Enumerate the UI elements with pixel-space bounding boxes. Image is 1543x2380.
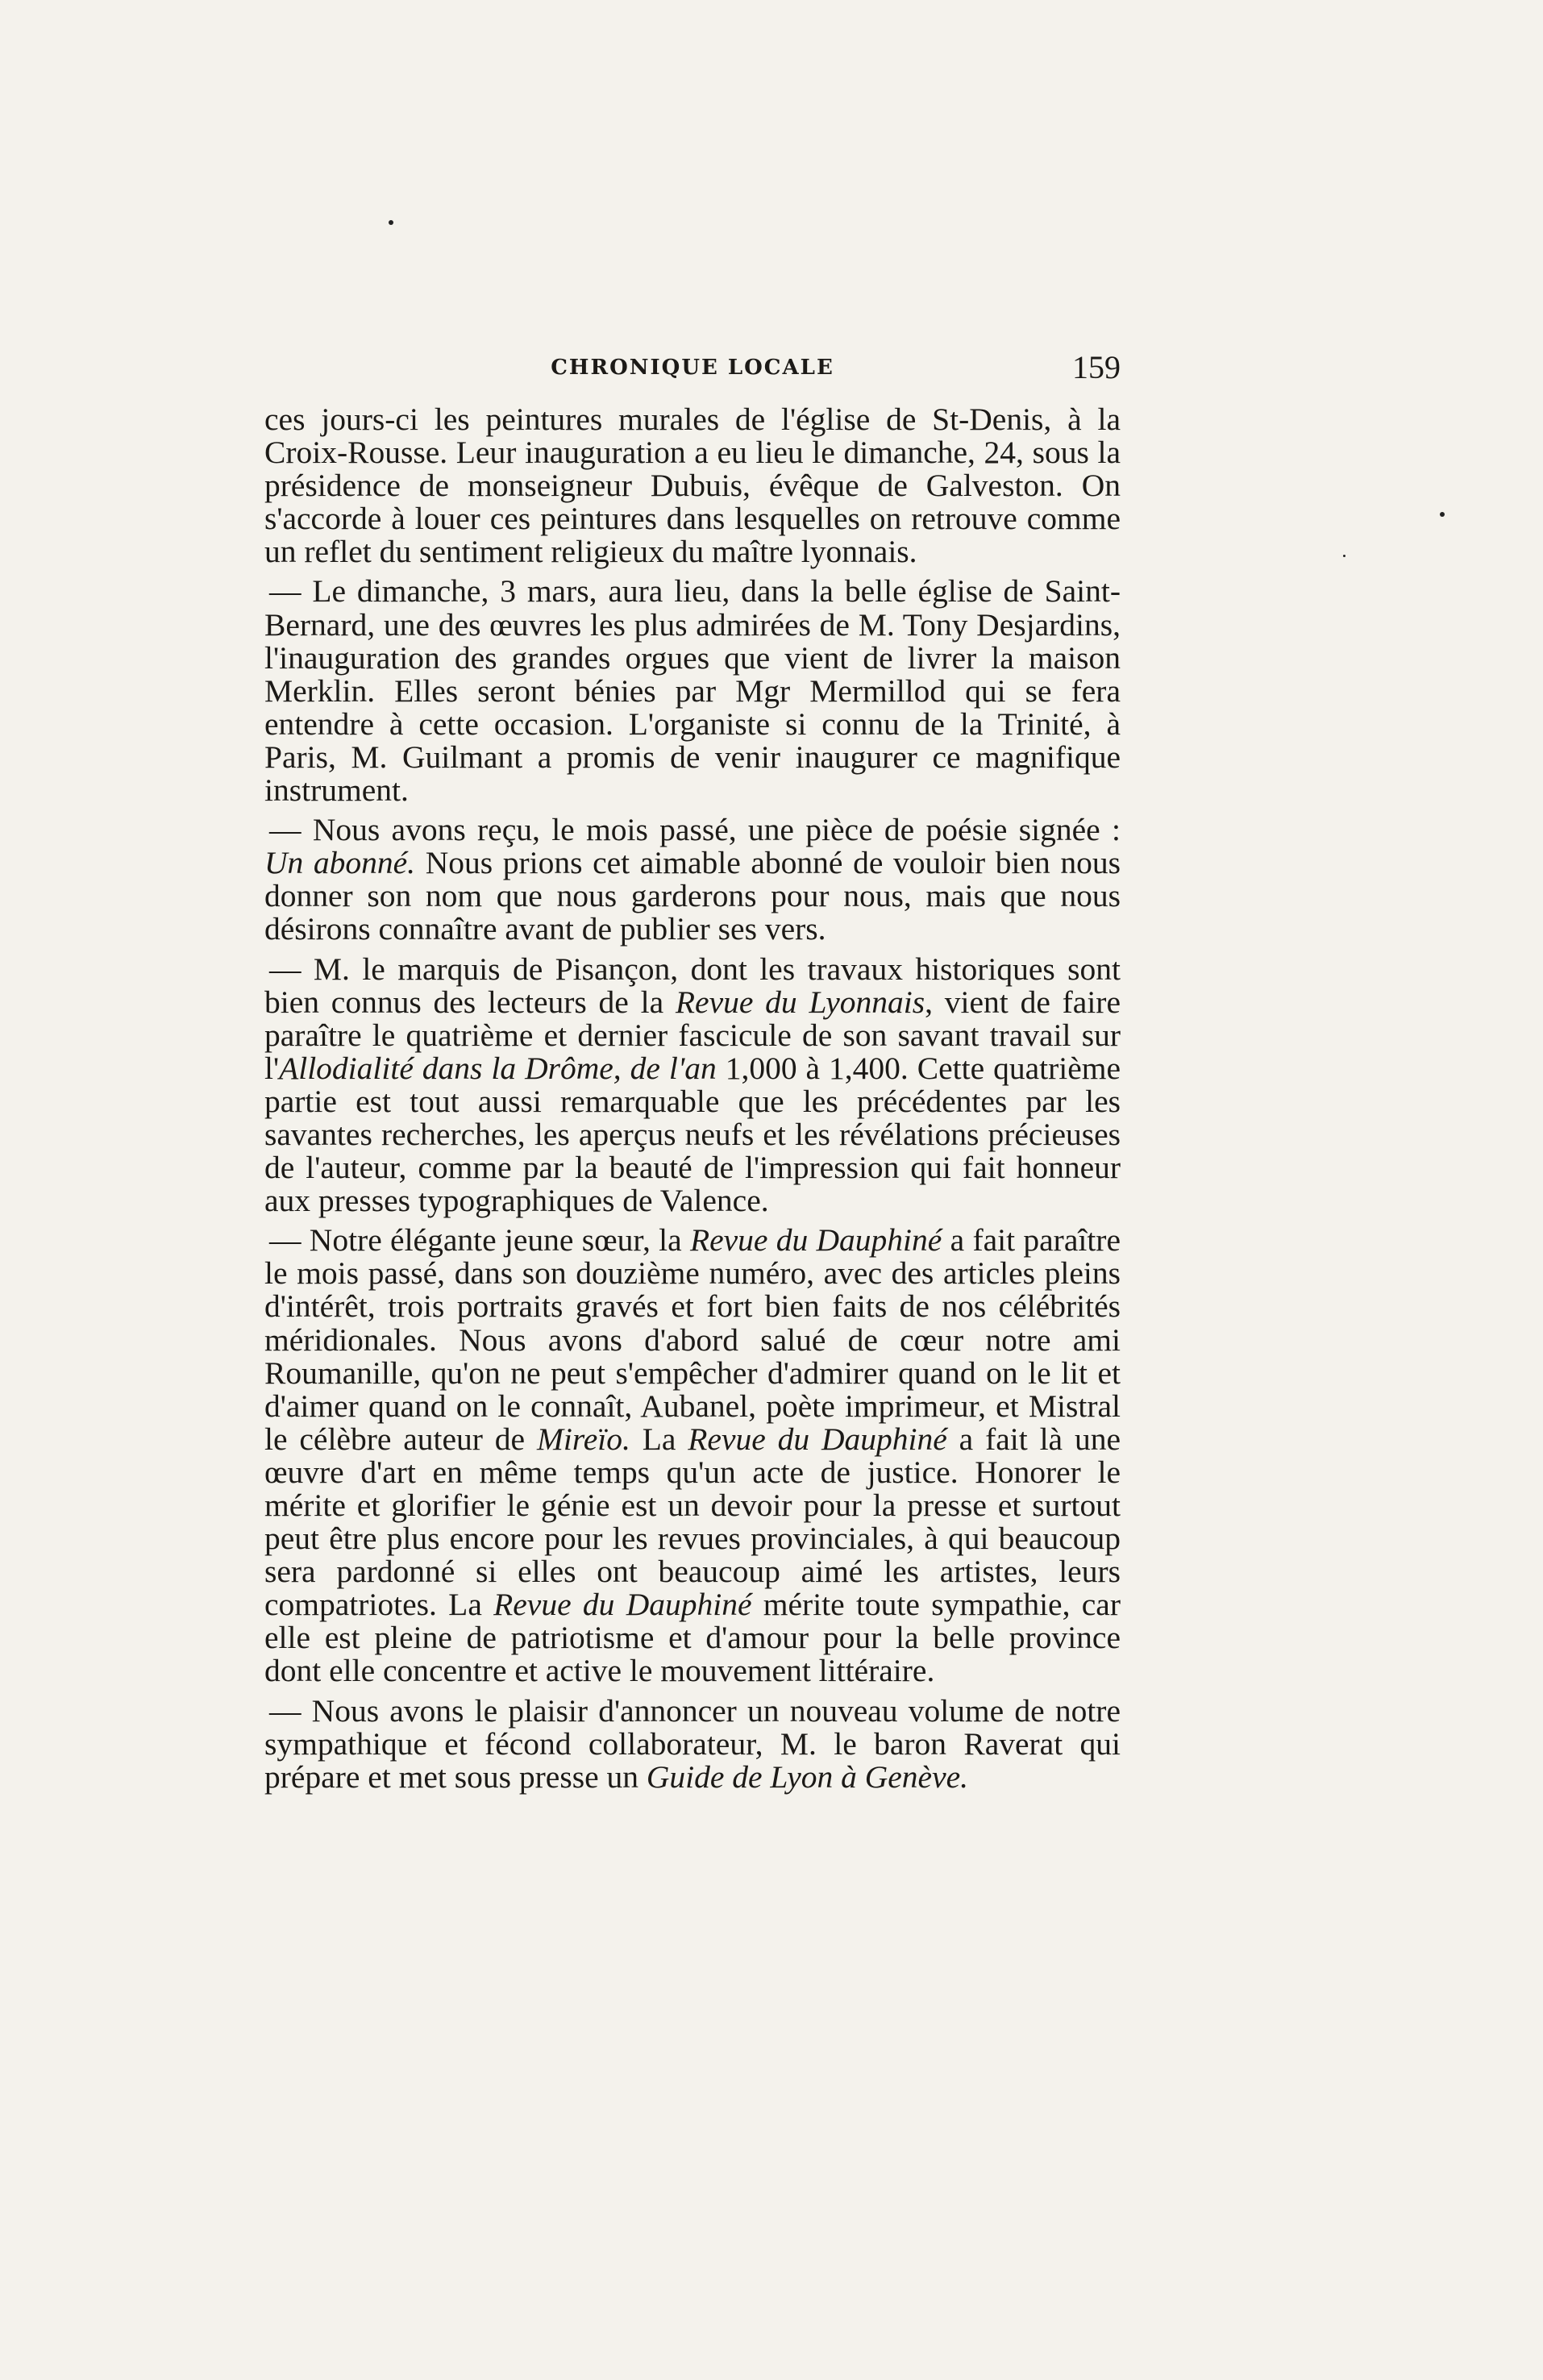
italic-run: Revue du Dauphiné bbox=[493, 1587, 752, 1623]
paragraph-revue-du-dauphine bbox=[264, 1224, 1121, 1687]
text-run: — Nous avons reçu, le mois passé, une pièce de poésie signée : bbox=[269, 812, 1121, 848]
paragraph-saint-bernard-organ bbox=[264, 575, 1121, 807]
body-text bbox=[264, 403, 1121, 1794]
text-run: — M. le marquis de Pisançon, dont les travaux historiques sont bien connus des lecteurs de la bbox=[264, 951, 1121, 1020]
text-run: — Le dimanche, 3 mars, aura lieu, dans la belle église de Saint-Bernard, une des œuvres les plus admirées de M. Tony Desjardins, l'inauguration des grandes orgues que vient de livrer la maison Merklin. Elles seront bénies par Mgr Mermillod qui se fera entendre à cette occasion. L'organiste si connu de la Trinité, à Paris, M. Guilmant a promis de venir inaugurer ce magnifique instrument. bbox=[264, 573, 1121, 809]
paragraph-pisancon-allodialite bbox=[264, 953, 1121, 1218]
text-run: mérite toute sympathie, car elle est pleine de patriotisme et d'amour pour la belle province dont elle concentre et active le mouvement littéraire. bbox=[264, 1587, 1121, 1689]
text-run: La bbox=[630, 1421, 688, 1457]
text-run: , vient de faire paraître le quatrième et dernier fascicule de son savant travail sur l' bbox=[264, 984, 1121, 1086]
text-run: — Nous avons le plaisir d'annoncer un nouveau volume de notre sympathique et fécond collaborateur, M. le baron Raverat qui prépare et met sous presse un bbox=[264, 1692, 1121, 1795]
italic-run: Revue du Lyonnais bbox=[675, 984, 925, 1020]
text-run: Nous prions cet aimable abonné de vouloir bien nous donner son nom que nous garderons pour nous, mais que nous désirons connaître avant de publier ses vers. bbox=[264, 845, 1121, 947]
italic-run: Revue du Dauphiné bbox=[689, 1222, 942, 1259]
paragraph-anonymous-poem bbox=[264, 813, 1121, 946]
page-number: 159 bbox=[1072, 349, 1121, 385]
ink-speck bbox=[1343, 555, 1345, 557]
page-header bbox=[264, 348, 1121, 387]
ink-speck bbox=[1440, 512, 1445, 517]
text-run: ces jours-ci les peintures murales de l'église de St-Denis, à la Croix-Rousse. Leur inauguration a eu lieu le dimanche, 24, sous la présidence de monseigneur Dubuis, évêque de Galveston. On s'accorde à louer ces peintures dans lesquelles on retrouve comme un reflet du sentiment religieux du maître lyonnais. bbox=[264, 402, 1121, 570]
running-head: CHRONIQUE LOCALE bbox=[551, 356, 834, 380]
italic-run: Revue du Dauphiné bbox=[688, 1421, 947, 1457]
italic-run: Mireïo. bbox=[536, 1421, 630, 1457]
italic-run: Un abonné. bbox=[264, 845, 416, 881]
text-run: a fait paraître le mois passé, dans son douzième numéro, avec des articles pleins d'intérêt, trois portraits gravés et fort bien faits de nos célébrités méridionales. Nous avons d'abord salué de cœur notre ami Roumanille, qu'on ne peut s'empêcher d'admirer quand on le lit et d'aimer quand on le connaît, Aubanel, poète imprimeur, et Mistral le célèbre auteur de bbox=[264, 1222, 1121, 1457]
paragraph-saint-denis-paintings bbox=[264, 403, 1121, 568]
ink-speck bbox=[389, 220, 393, 225]
text-run: 1,000 à 1,400. Cette quatrième partie est tout aussi remarquable que les précédentes par les savantes recherches, les aperçus neufs et les révélations précieuses de l'auteur, comme par la beauté de l'impression qui fait honneur aux presses typographiques de Valence. bbox=[264, 1050, 1121, 1219]
paragraph-raverat-guide bbox=[264, 1692, 1121, 1795]
italic-run: Allodialité dans la Drôme, de l'an bbox=[279, 1050, 717, 1086]
text-run: — Notre élégante jeune sœur, la bbox=[269, 1222, 690, 1259]
text-run: a fait là une œuvre d'art en même temps qu'un acte de justice. Honorer le mérite et glorifier le génie est un devoir pour la presse et surtout peut être plus encore pour les revues provinciales, à qui beaucoup sera pardonné si elles ont beaucoup aimé les artistes, leurs compatriotes. La bbox=[264, 1421, 1121, 1623]
italic-run: Guide de Lyon à Genève. bbox=[646, 1758, 969, 1795]
